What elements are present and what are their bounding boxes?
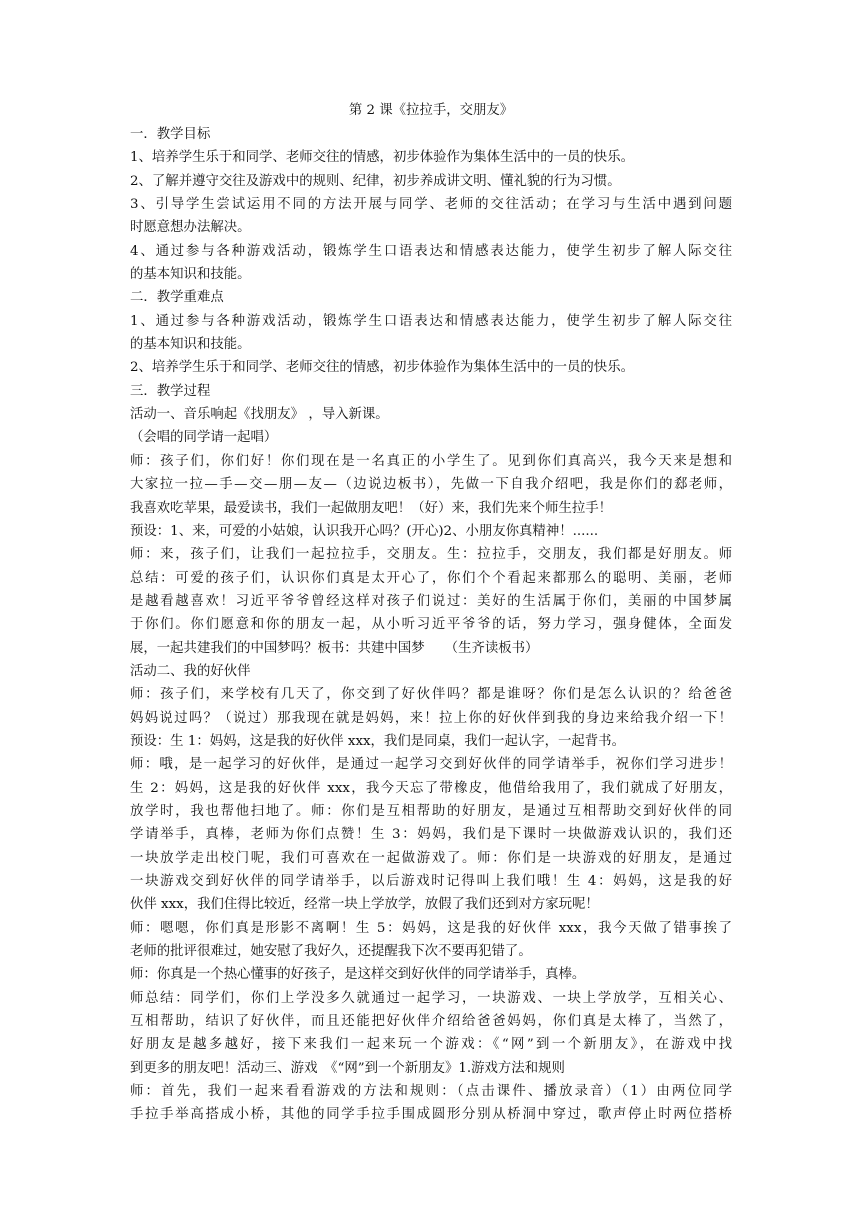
text-line: 大家拉一拉—手—交—朋—友—（边说边板书），先做一下自我介绍吧，我是你们的郄老师， (130, 477, 732, 493)
text-line: 一．教学目标 (130, 127, 211, 142)
text-line: 师：嗯嗯，你们真是形影不离啊！生 5：妈妈，这是我的好伙伴 xxx，我今天做了错事挨了 (130, 920, 732, 936)
text-line: 1、通过参与各种游戏活动，锻炼学生口语表达和情感表达能力，使学生初步了解人际交往 (130, 313, 732, 329)
text-line: 一块放学走出校门呢，我们可喜欢在一起做游戏了。师：你们是一块游戏的好朋友，是通过 (130, 850, 732, 866)
text-line: 1、培养学生乐于和同学、老师交往的情感，初步体验作为集体生活中的一员的快乐。 (130, 150, 634, 166)
text-line: 互相帮助，结识了好伙伴，而且还能把好伙伴介绍给爸爸妈妈，你们真是太棒了，当然了， (130, 1014, 732, 1030)
text-line: 活动一、音乐响起《找朋友》 ，导入新课。 (130, 407, 389, 423)
text-line: 妈妈说过吗？（说过）那我现在就是妈妈，来！拉上你的好伙伴到我的身边来给我介绍一下！ (130, 710, 732, 726)
text-line: 时愿意想办法解决。 (130, 220, 251, 236)
text-line: 是越看越喜欢！习近平爷爷曾经这样对孩子们说过：美好的生活属于你们，美丽的中国梦属 (130, 593, 732, 609)
text-line: 4、通过参与各种游戏活动，锻炼学生口语表达和情感表达能力，使学生初步了解人际交往 (130, 243, 732, 259)
document-page (130, 98, 732, 1127)
text-line: 老师的批评很难过，她安慰了我好久，还提醒我下次不要再犯错了。 (130, 944, 532, 960)
text-line: 预设：生 1：妈妈，这是我的好伙伴 xxx，我们是同桌，我们一起认字，一起背书。 (130, 733, 625, 749)
text-line: 到更多的朋友吧！活动三、游戏 《“网”到一个新朋友》1.游戏方法和规则 (130, 1060, 565, 1076)
text-line: 的基本知识和技能。 (130, 267, 251, 283)
text-line: （会唱的同学请一起唱） (130, 430, 278, 446)
text-line: 学请举手，真棒，老师为你们点赞！生 3：妈妈，我们是下课时一块做游戏认识的，我们还 (130, 827, 732, 843)
text-line: 我喜欢吃苹果，最爱读书，我们一起做朋友吧！（好）来，我们先来个师生拉手！ (130, 500, 613, 516)
text-line: 3、引导学生尝试运用不同的方法开展与同学、老师的交往活动；在学习与生活中遇到问题 (130, 197, 732, 213)
text-line: 一块游戏交到好伙伴的同学请举手，以后游戏时记得叫上我们哦！生 4：妈妈，这是我的好 (130, 874, 732, 889)
text-line: 师：首先，我们一起来看看游戏的方法和规则：（点击课件、播放录音）（1）由两位同学 (130, 1084, 732, 1100)
text-line: 师：你真是一个热心懂事的好孩子，是这样交到好伙伴的同学请举手，真棒。 (130, 967, 586, 983)
text-line: 活动二、我的好伙伴 (130, 663, 251, 679)
text-line: 二．教学重难点 (130, 290, 224, 306)
text-line: 的基本知识和技能。 (130, 337, 251, 353)
text-line: 师总结：同学们，你们上学没多久就通过一起学习，一块游戏、一块上学放学，互相关心、 (130, 990, 732, 1006)
text-line: 于你们。你们愿意和你的朋友一起，从小听习近平爷爷的话，努力学习，强身健体，全面发 (130, 617, 732, 633)
text-line: 展，一起共建我们的中国梦吗？板书：共建中国梦 （生齐读板书） (130, 640, 539, 656)
text-line: 师：孩子们，你们好！你们现在是一名真正的小学生了。见到你们真高兴，我今天来是想和 (130, 453, 732, 469)
text-line: 师：孩子们，来学校有几天了，你交到了好伙伴吗？都是谁呀？你们是怎么认识的？给爸爸 (130, 687, 732, 703)
text-line: 预设：1、来，可爱的小姑娘，认识我开心吗？(开心)2、小朋友你真精神！...... (130, 523, 599, 539)
text-line: 总结：可爱的孩子们，认识你们真是太开心了，你们个个看起来都那么的聪明、美丽，老师 (130, 570, 732, 586)
text-line: 手拉手举高搭成小桥，其他的同学手拉手围成圆形分别从桥洞中穿过，歌声停止时两位搭桥 (130, 1107, 732, 1123)
text-line: 好朋友是越多越好，接下来我们一起来玩一个游戏：《“网”到一个新朋友》，在游戏中找 (130, 1037, 732, 1053)
document-body (130, 123, 732, 1127)
text-line: 师：哦，是一起学习的好伙伴，是通过一起学习交到好伙伴的同学请举手，祝你们学习进步！ (130, 757, 732, 773)
text-line: 师：来，孩子们，让我们一起拉拉手，交朋友。生：拉拉手，交朋友，我们都是好朋友。师 (130, 547, 732, 563)
text-line: 生 2：妈妈，这是我的好伙伴 xxx，我今天忘了带橡皮，他借给我用了，我们就成了好朋友， (130, 780, 732, 796)
text-line: 三．教学过程 (130, 383, 211, 399)
text-line: 伙伴 xxx，我们住得比较近，经常一块上学放学，放假了我们还到对方家玩呢！ (130, 897, 599, 913)
text-line: 2、培养学生乐于和同学、老师交往的情感，初步体验作为集体生活中的一员的快乐。 (130, 360, 634, 376)
document-title: 第 2 课《拉拉手，交朋友》 (348, 103, 514, 118)
text-line: 2、了解并遵守交往及游戏中的规则、纪律，初步养成讲文明、懂礼貌的行为习惯。 (130, 173, 621, 189)
text-line: 放学时，我也帮他扫地了。师：你们是互相帮助的好朋友，是通过互相帮助交到好伙伴的同 (130, 803, 732, 819)
